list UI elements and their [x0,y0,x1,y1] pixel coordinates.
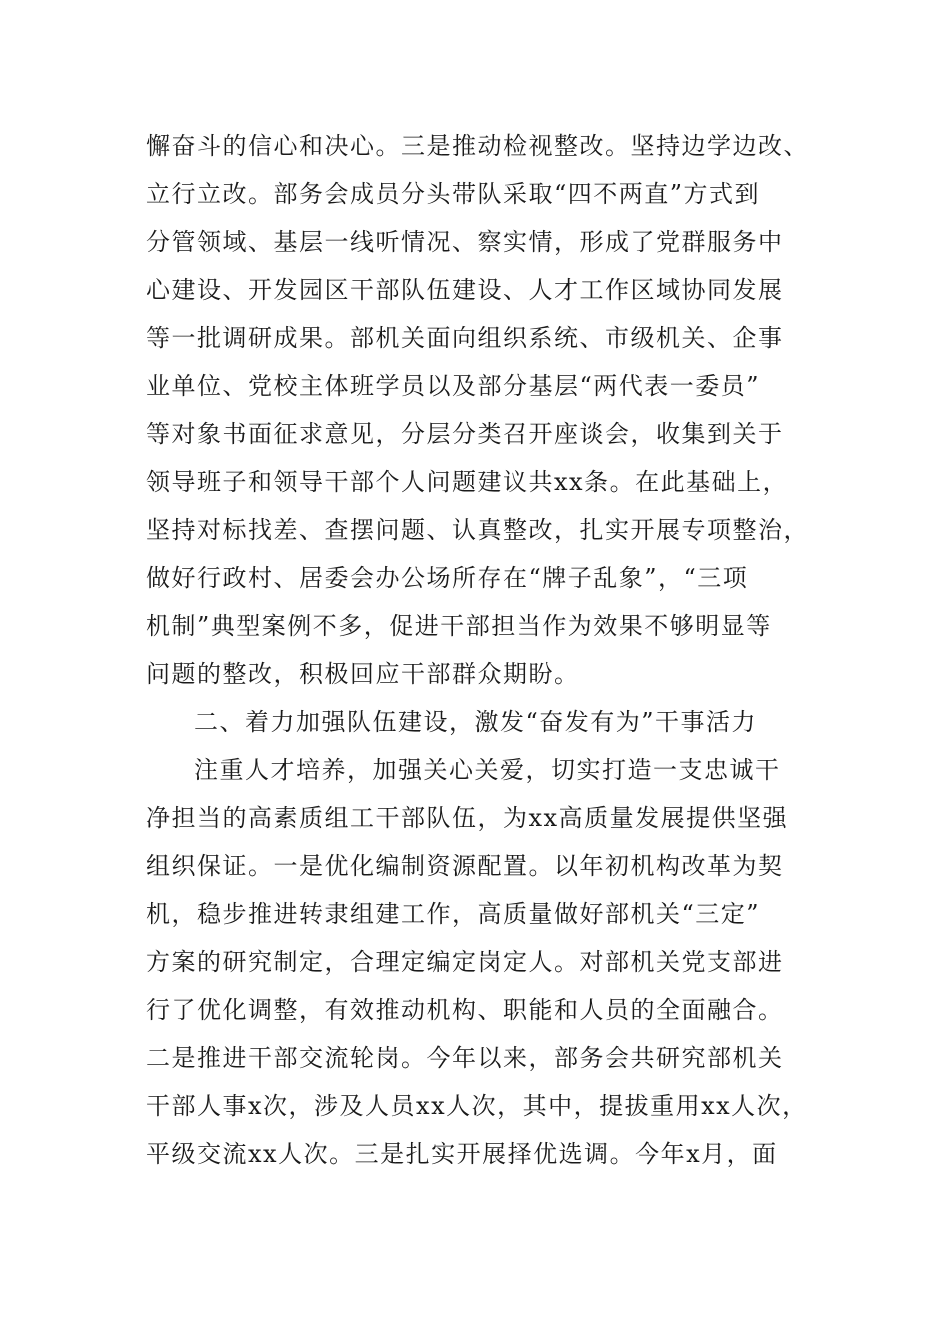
text-line: 方案的研究制定，合理定编定岗定人。对部机关党支部进 [146,948,784,976]
text-line: 平级交流xx人次。三是扎实开展择优选调。今年x月，面 [146,1140,778,1168]
section-heading: 二、着力加强队伍建设，激发“奋发有为”干事活力 [194,708,758,736]
text-line: 业单位、党校主体班学员以及部分基层“两代表一委员” [146,372,761,400]
text-line: 懈奋斗的信心和决心。三是推动检视整改。坚持边学边改、 [146,132,809,160]
text-line: 干部人事x次，涉及人员xx人次，其中，提拔重用xx人次， [146,1092,808,1120]
text-line: 等对象书面征求意见，分层分类召开座谈会，收集到关于 [146,420,784,448]
document-body [146,122,809,1178]
text-line: 组织保证。一是优化编制资源配置。以年初机构改革为契 [146,852,784,880]
text-line: 立行立改。部务会成员分头带队采取“四不两直”方式到 [146,180,761,208]
text-line: 机，稳步推进转隶组建工作，高质量做好部机关“三定” [146,900,761,928]
text-line: 等一批调研成果。部机关面向组织系统、市级机关、企事 [146,324,784,352]
paragraph-start-line: 注重人才培养，加强关心关爱，切实打造一支忠诚干 [194,756,781,784]
text-line: 净担当的高素质组工干部队伍，为xx高质量发展提供坚强 [146,804,789,832]
text-line: 分管领域、基层一线听情况、察实情，形成了党群服务中 [146,228,784,256]
text-line: 心建设、开发园区干部队伍建设、人才工作区域协同发展 [146,276,784,304]
text-line: 机制”典型案例不多，促进干部担当作为效果不够明显等 [146,612,772,640]
text-line: 做好行政村、居委会办公场所存在“牌子乱象”，“三项 [146,564,749,592]
text-line: 二是推进干部交流轮岗。今年以来，部务会共研究部机关 [146,1044,784,1072]
text-line: 领导班子和领导干部个人问题建议共xx条。在此基础上， [146,468,789,496]
text-line: 行了优化调整，有效推动机构、职能和人员的全面融合。 [146,996,784,1024]
text-line: 坚持对标找差、查摆问题、认真整改，扎实开展专项整治， [146,516,809,544]
text-line: 问题的整改，积极回应干部群众期盼。 [146,660,580,688]
